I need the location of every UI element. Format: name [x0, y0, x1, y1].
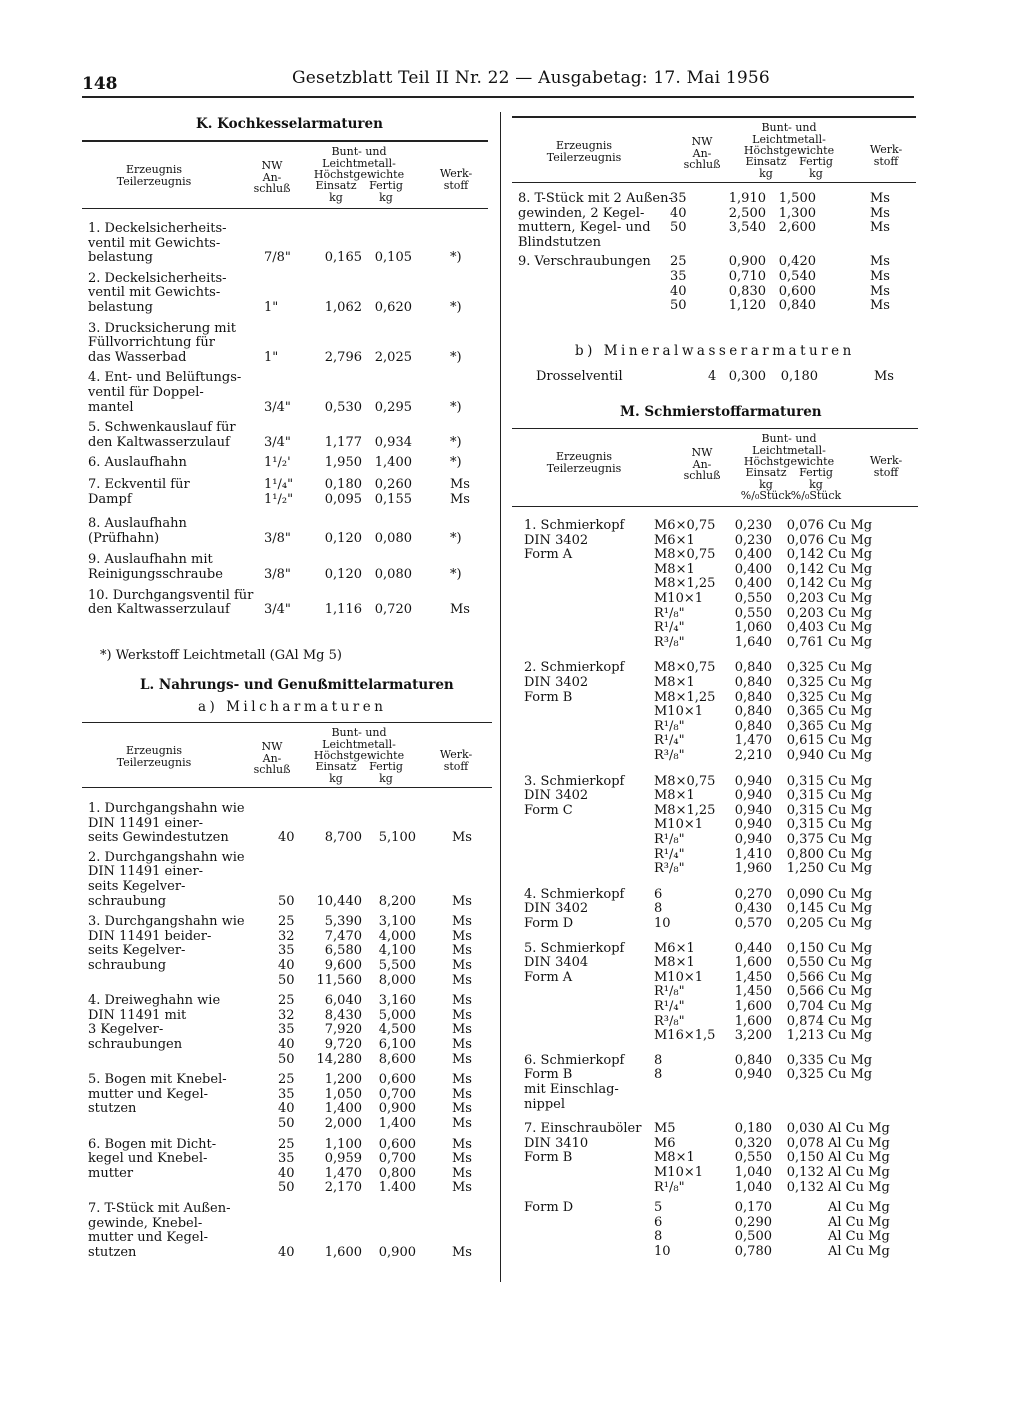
- row-werkstoff: Ms Ms Ms Ms: [452, 1136, 472, 1196]
- row-einsatz: 1,950: [324, 455, 362, 471]
- row-einsatz: 1,600: [324, 1244, 362, 1260]
- row-fertig: 2,025: [374, 349, 412, 365]
- row-label: Drosselventil: [536, 369, 623, 384]
- row-werkstoff: *): [450, 399, 462, 415]
- row-werkstoff: Cu Mg Cu Mg: [828, 1052, 873, 1083]
- column-divider: [500, 112, 501, 1282]
- row-werkstoff: Ms Ms Ms Ms Ms: [452, 914, 472, 988]
- werkstoff-footnote: *) Werkstoff Leichtmetall (GAl Mg 5): [100, 648, 342, 663]
- row-fertig: 0,180: [780, 369, 818, 384]
- section-m-title: M. Schmierstoffarmaturen: [620, 404, 822, 420]
- table-k-top-rule: [82, 140, 488, 142]
- col-header-nw: NW An- schluß: [683, 135, 721, 171]
- col-header-erzeugnis: Erzeugnis Teilerzeugnis: [116, 744, 192, 769]
- row-nw: 40: [278, 830, 295, 846]
- page-header-title: Gesetzblatt Teil II Nr. 22 — Ausgabetag: 17. Mai 1956: [292, 68, 770, 88]
- row-fertig: 1,400: [374, 455, 412, 471]
- col-header-erzeugnis: Erzeugnis Teilerzeugnis: [116, 163, 192, 188]
- row-nw: 1¹/₄" 1¹/₂": [264, 477, 294, 507]
- row-werkstoff: *): [450, 250, 462, 266]
- row-werkstoff: Ms Ms Ms Ms: [870, 254, 890, 314]
- row-fertig: 8,200: [378, 893, 416, 909]
- row-fertig: 0,295: [374, 399, 412, 415]
- col-header-fertig: Fertig kg: [369, 179, 403, 204]
- table-m-top-rule: [512, 428, 918, 429]
- row-label: 5. Schmierkopf DIN 3404 Form A: [524, 940, 625, 985]
- row-fertig: 0,260 0,155: [374, 477, 412, 507]
- row-fertig: 1,500 1,300 2,600: [778, 191, 816, 236]
- row-fertig: 0,620: [374, 299, 412, 315]
- row-label: 5. Schwenkauslauf für den Kaltwasserzulauf: [88, 420, 236, 450]
- row-label: 5. Bogen mit Knebel- mutter und Kegel- stutzen: [88, 1072, 227, 1117]
- row-fertig: 0,720: [374, 602, 412, 618]
- row-werkstoff: *): [450, 530, 462, 546]
- row-fertig: 0,335 0,325: [786, 1052, 824, 1083]
- col-header-fertig: Fertig kg %/₀Stück: [790, 466, 842, 502]
- section-l-sub-b: b) Mineralwasserarmaturen: [575, 343, 855, 359]
- row-label: 8. Auslaufhahn (Prüfhahn): [88, 516, 187, 546]
- page-number: 148: [82, 74, 118, 94]
- row-werkstoff: Cu Mg Cu Mg Cu Mg Cu Mg Cu Mg Cu Mg Cu Mg: [828, 660, 873, 763]
- row-einsatz: 1,200 1,050 1,400 2,000: [324, 1072, 362, 1131]
- row-nw: 40: [278, 1244, 295, 1260]
- row-nw: 50: [278, 893, 295, 909]
- row-einsatz: 1,177: [324, 434, 362, 450]
- row-label: 6. Schmierkopf Form B mit Einschlag- nippel: [524, 1052, 625, 1112]
- row-werkstoff: Ms Ms: [450, 477, 470, 507]
- row-einsatz: 10,440: [316, 893, 362, 909]
- row-label: 2. Deckelsicherheits- ventil mit Gewichts- belastung: [88, 270, 227, 315]
- row-fertig: 0,150 0,550 0,566 0,566 0,704 0,874 1,213: [786, 940, 824, 1044]
- row-einsatz: 6,040 8,430 7,920 9,720 14,280: [316, 993, 362, 1067]
- row-fertig: 0,420 0,540 0,600 0,840: [778, 254, 816, 314]
- row-label: 4. Schmierkopf DIN 3402 Form D: [524, 886, 625, 931]
- row-werkstoff: *): [450, 299, 462, 315]
- row-nw: 3/4": [264, 434, 291, 450]
- col-header-fertig: Fertig kg: [799, 155, 833, 180]
- row-werkstoff: Al Cu Mg Al Cu Mg Al Cu Mg Al Cu Mg: [828, 1200, 890, 1259]
- row-einsatz: 1,062: [324, 299, 362, 315]
- table-m-header-rule: [512, 506, 918, 507]
- row-nw: M6×1 M8×1 M10×1 R¹/₈" R¹/₄" R³/₈" M16×1,5: [654, 940, 716, 1044]
- row-nw: 3/8": [264, 566, 291, 582]
- row-werkstoff: *): [450, 566, 462, 582]
- row-nw: 25 32 35 40 50: [278, 993, 295, 1067]
- col-header-einsatz: Einsatz kg: [745, 155, 787, 180]
- row-label: Form D: [524, 1200, 574, 1216]
- row-label: 3. Durchgangshahn wie DIN 11491 beider- seits Kegelver- schraubung: [88, 914, 245, 973]
- col-header-werkstoff: Werk- stoff: [869, 143, 903, 168]
- row-werkstoff: *): [450, 434, 462, 450]
- row-einsatz: 1,100 0,959 1,470 2,170: [324, 1136, 362, 1196]
- row-nw: 1": [264, 299, 279, 315]
- row-fertig: 0,080: [374, 566, 412, 582]
- section-l-title: L. Nahrungs- und Genußmittelarmaturen: [140, 677, 454, 693]
- row-nw: 1¹/₂': [264, 455, 291, 471]
- col-header-gewichte: Bunt- und Leichtmetall- Höchstgewichte: [743, 432, 835, 468]
- table-k-header-rule: [82, 208, 488, 209]
- row-nw: 25 35 40 50: [278, 1136, 295, 1196]
- row-einsatz: 0,840 0,940: [734, 1052, 772, 1083]
- row-fertig: 0,030 0,078 0,150 0,132 0,132: [786, 1121, 824, 1195]
- col-header-nw: NW An- schluß: [253, 159, 291, 195]
- row-werkstoff: Ms: [874, 369, 894, 384]
- row-nw: 6 8 10: [654, 886, 671, 931]
- row-werkstoff: Ms Ms Ms Ms: [452, 1072, 472, 1131]
- row-einsatz: 0,180 0,320 0,550 1,040 1,040: [734, 1121, 772, 1195]
- row-label: 3. Schmierkopf DIN 3402 Form C: [524, 773, 625, 818]
- row-einsatz: 0,840 0,840 0,840 0,840 0,840 1,470 2,210: [734, 660, 772, 763]
- row-werkstoff: Cu Mg Cu Mg Cu Mg Cu Mg Cu Mg Cu Mg Cu Mg: [828, 940, 873, 1044]
- col-header-nw: NW An- schluß: [253, 740, 291, 776]
- row-fertig: 0,600 0,700 0,900 1,400: [378, 1072, 416, 1131]
- section-k-title: K. Kochkesselarmaturen: [196, 116, 383, 132]
- row-fertig: 3,160 5,000 4,500 6,100 8,600: [378, 993, 416, 1067]
- row-label: 6. Auslaufhahn: [88, 455, 187, 471]
- row-einsatz: 0,530: [324, 399, 362, 415]
- row-nw: 35 40 50: [670, 191, 687, 236]
- row-einsatz: 5,390 7,470 6,580 9,600 11,560: [316, 914, 362, 988]
- row-einsatz: 0,180 0,095: [324, 477, 362, 507]
- row-nw: 3/4": [264, 602, 291, 618]
- row-einsatz: 1,116: [324, 602, 362, 618]
- row-fertig: 0,934: [374, 434, 412, 450]
- row-nw: M8×0,75 M8×1 M8×1,25 M10×1 R¹/₈" R¹/₄" R³/₈": [654, 773, 716, 877]
- row-nw: 5 6 8 10: [654, 1200, 671, 1259]
- row-nw: 3/8": [264, 530, 291, 546]
- row-werkstoff: Al Cu Mg Al Cu Mg Al Cu Mg Al Cu Mg Al Cu Mg: [828, 1121, 890, 1195]
- col-header-nw: NW An- schluß: [683, 446, 721, 482]
- row-nw: 7/8": [264, 250, 291, 266]
- col-header-einsatz: Einsatz kg: [315, 760, 357, 785]
- row-label: 2. Durchgangshahn wie DIN 11491 einer- seits Kegelver- schraubung: [88, 849, 245, 909]
- row-nw: 8 8: [654, 1052, 663, 1083]
- row-label: 6. Bogen mit Dicht- kegel und Knebel- mutter: [88, 1136, 217, 1181]
- row-label: 1. Deckelsicherheits- ventil mit Gewichts- belastung: [88, 221, 227, 266]
- row-nw: 25 35 40 50: [670, 254, 687, 314]
- row-werkstoff: Cu Mg Cu Mg Cu Mg Cu Mg Cu Mg Cu Mg Cu Mg: [828, 773, 873, 877]
- col-header-werkstoff: Werk- stoff: [869, 454, 903, 479]
- row-nw: 1": [264, 349, 279, 365]
- row-werkstoff: Cu Mg Cu Mg Cu Mg Cu Mg Cu Mg Cu Mg Cu Mg Cu Mg Cu Mg: [828, 518, 873, 650]
- row-einsatz: 0,900 0,710 0,830 1,120: [728, 254, 766, 314]
- row-fertig: 0,090 0,145 0,205: [786, 886, 824, 931]
- row-einsatz: 2,796: [324, 349, 362, 365]
- row-einsatz: 0,230 0,230 0,400 0,400 0,400 0,550 0,550 1,060 1,640: [734, 518, 772, 650]
- row-fertig: 0,076 0,076 0,142 0,142 0,142 0,203 0,203 0,403 0,761: [786, 518, 824, 650]
- col-header-einsatz: Einsatz kg: [315, 179, 357, 204]
- row-fertig: 0,105: [374, 250, 412, 266]
- row-label: 2. Schmierkopf DIN 3402 Form B: [524, 660, 625, 705]
- row-nw: 25 35 40 50: [278, 1072, 295, 1131]
- row-einsatz: 0,120: [324, 530, 362, 546]
- row-fertig: 0,900: [378, 1244, 416, 1260]
- row-werkstoff: Ms Ms Ms Ms Ms: [452, 993, 472, 1067]
- row-fertig: 5,100: [378, 830, 416, 846]
- table-l-header-rule: [82, 787, 492, 788]
- row-einsatz: 0,170 0,290 0,500 0,780: [734, 1200, 772, 1259]
- row-nw: M6×0,75 M6×1 M8×0,75 M8×1 M8×1,25 M10×1 R¹/₈" R¹/₄" R³/₈": [654, 518, 716, 650]
- row-label: 7. T-Stück mit Außen- gewinde, Knebel- mutter und Kegel- stutzen: [88, 1201, 231, 1260]
- row-label: 1. Schmierkopf DIN 3402 Form A: [524, 518, 625, 563]
- row-fertig: 0,600 0,700 0,800 1.400: [378, 1136, 416, 1196]
- row-nw: M8×0,75 M8×1 M8×1,25 M10×1 R¹/₈" R¹/₄" R³/₈": [654, 660, 716, 763]
- row-label: 9. Verschraubungen: [518, 254, 651, 270]
- row-nw: 4: [708, 369, 717, 384]
- row-werkstoff: Ms: [452, 893, 472, 909]
- row-fertig: 0,325 0,325 0,325 0,365 0,365 0,615 0,940: [786, 660, 824, 763]
- row-label: 4. Ent- und Belüftungs- ventil für Doppel- mantel: [88, 370, 242, 415]
- section-l-sub-a: a) Milcharmaturen: [198, 699, 387, 715]
- header-rule: [82, 96, 914, 98]
- row-fertig: 3,100 4,000 4,100 5,500 8,000: [378, 914, 416, 988]
- row-werkstoff: *): [450, 455, 462, 471]
- row-einsatz: 0,165: [324, 250, 362, 266]
- col-header-werkstoff: Werk- stoff: [439, 748, 473, 773]
- row-label: 8. T-Stück mit 2 Außen- gewinden, 2 Kegel- muttern, Kegel- und Blindstutzen: [518, 191, 673, 250]
- col-header-werkstoff: Werk- stoff: [439, 167, 473, 192]
- row-werkstoff: Ms: [452, 830, 472, 846]
- row-werkstoff: Ms Ms Ms: [870, 191, 890, 236]
- row-einsatz: 0,120: [324, 566, 362, 582]
- row-einsatz: 0,300: [728, 369, 766, 384]
- row-label: 4. Dreiweghahn wie DIN 11491 mit 3 Kegelver- schraubungen: [88, 993, 221, 1052]
- col-header-erzeugnis: Erzeugnis Teilerzeugnis: [546, 450, 622, 475]
- row-nw: 3/4": [264, 399, 291, 415]
- table-l2-top-rule: [512, 116, 916, 118]
- row-werkstoff: Ms: [450, 602, 470, 618]
- row-label: 9. Auslaufhahn mit Reinigungsschraube: [88, 552, 223, 582]
- row-einsatz: 0,940 0,940 0,940 0,940 0,940 1,410 1,960: [734, 773, 772, 877]
- row-einsatz: 0,440 1,600 1,450 1,450 1,600 1,600 3,200: [734, 940, 772, 1044]
- row-label: 1. Durchgangshahn wie DIN 11491 einer- seits Gewindestutzen: [88, 801, 245, 846]
- col-header-gewichte: Bunt- und Leichtmetall- Höchstgewichte: [313, 726, 405, 762]
- row-label: 7. Einschrauböler DIN 3410 Form B: [524, 1121, 642, 1166]
- row-einsatz: 8,700: [324, 830, 362, 846]
- row-label: 10. Durchgangsventil für den Kaltwasserzulauf: [88, 587, 254, 618]
- col-header-erzeugnis: Erzeugnis Teilerzeugnis: [546, 139, 622, 164]
- col-header-einsatz: Einsatz kg %/₀Stück: [740, 466, 792, 502]
- col-header-gewichte: Bunt- und Leichtmetall- Höchstgewichte: [313, 145, 405, 181]
- row-fertig: 0,080: [374, 530, 412, 546]
- row-label: 7. Eckventil für Dampf: [88, 477, 190, 507]
- row-label: 3. Drucksicherung mit Füllvorrichtung für das Wasserbad: [88, 320, 237, 365]
- row-einsatz: 1,910 2,500 3,540: [728, 191, 766, 236]
- row-werkstoff: Ms: [452, 1244, 472, 1260]
- col-header-fertig: Fertig kg: [369, 760, 403, 785]
- row-einsatz: 0,270 0,430 0,570: [734, 886, 772, 931]
- row-werkstoff: Cu Mg Cu Mg Cu Mg: [828, 886, 873, 931]
- row-fertig: 0,315 0,315 0,315 0,315 0,375 0,800 1,250: [786, 773, 824, 877]
- table-l-top-rule: [82, 722, 492, 723]
- table-l2-header-rule: [512, 182, 916, 183]
- row-nw: M5 M6 M8×1 M10×1 R¹/₈": [654, 1121, 704, 1195]
- row-nw: 25 32 35 40 50: [278, 914, 295, 988]
- col-header-gewichte: Bunt- und Leichtmetall- Höchstgewichte: [743, 121, 835, 157]
- row-werkstoff: *): [450, 349, 462, 365]
